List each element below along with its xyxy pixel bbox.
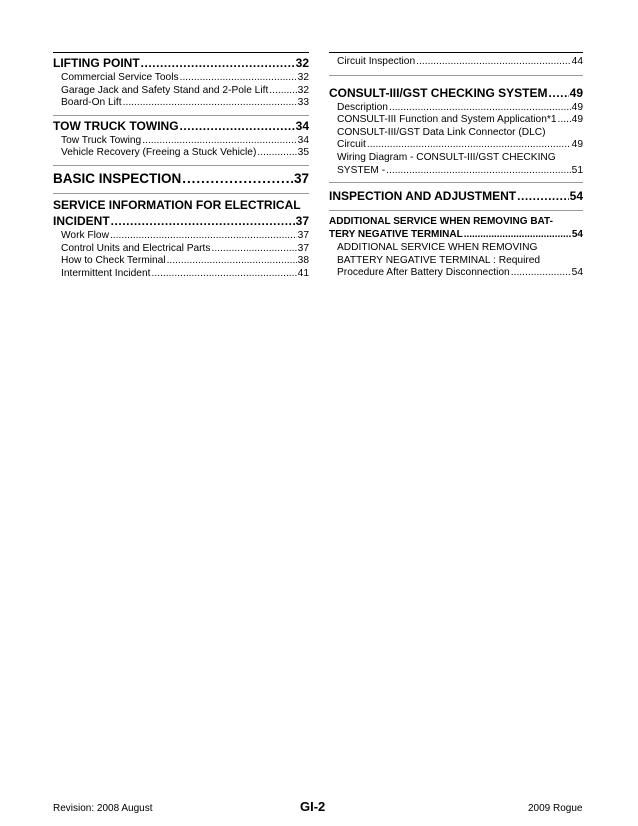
toc-right-column — [329, 52, 583, 280]
divider — [53, 193, 309, 194]
toc-wiring-line1[interactable]: Wiring Diagram - CONSULT-III/GST CHECKING — [337, 151, 556, 163]
toc-lifting-point[interactable]: LIFTING POINT . . . 32 — [53, 56, 309, 71]
toc-board-on-lift[interactable]: Board-On Lift . . . 33 — [53, 97, 309, 110]
divider — [53, 165, 309, 166]
toc-consult-checking-system[interactable]: CONSULT-III/GST CHECKING SYSTEM . . . 49 — [329, 86, 583, 101]
divider — [329, 75, 583, 76]
toc-garage-jack[interactable]: Garage Jack and Safety Stand and 2-Pole Lift . . . 32 — [53, 85, 309, 98]
divider — [53, 115, 309, 116]
toc-description[interactable]: Description . . . 49 — [329, 102, 583, 115]
toc-additional-sub-line1[interactable]: ADDITIONAL SERVICE WHEN REMOVING — [337, 242, 538, 254]
toc-basic-inspection[interactable]: BASIC INSPECTION . . . 37 — [53, 171, 309, 187]
toc-inspection-adjustment[interactable]: INSPECTION AND ADJUSTMENT . . . 54 — [329, 189, 583, 204]
footer-revision: Revision: 2008 August — [53, 803, 153, 814]
toc-vehicle-recovery[interactable]: Vehicle Recovery (Freeing a Stuck Vehicle) . . . 35 — [53, 147, 309, 160]
toc-circuit-inspection[interactable]: Circuit Inspection . . . 44 — [329, 56, 583, 69]
divider — [329, 210, 583, 211]
toc-tow-truck-towing[interactable]: TOW TRUCK TOWING . . . 34 — [53, 119, 309, 134]
toc-dlc[interactable]: Circuit . . . 49 — [329, 139, 583, 152]
toc-dlc-line1[interactable]: CONSULT-III/GST Data Link Connector (DLC) — [337, 126, 546, 138]
footer-model: 2009 Rogue — [528, 803, 583, 814]
toc-additional-service[interactable]: TERY NEGATIVE TERMINAL . . . 54 — [329, 229, 583, 241]
toc-left-column — [53, 52, 309, 280]
toc-intermittent-incident[interactable]: Intermittent Incident . . . 41 — [53, 268, 309, 281]
toc-additional-service-line1[interactable]: ADDITIONAL SERVICE WHEN REMOVING BAT- — [329, 216, 553, 228]
toc-tow-truck-towing-sub[interactable]: Tow Truck Towing . . . 34 — [53, 135, 309, 148]
toc-work-flow[interactable]: Work Flow . . . 37 — [53, 230, 309, 243]
toc-additional-sub[interactable]: Procedure After Battery Disconnection . . . 54 — [329, 267, 583, 280]
toc-wiring-diagram[interactable]: SYSTEM - . . . 51 — [329, 165, 583, 178]
divider — [329, 182, 583, 183]
toc-commercial-service-tools[interactable]: Commercial Service Tools . . . 32 — [53, 72, 309, 85]
toc-consult-function[interactable]: CONSULT-III Function and System Application*1 . . . 49 — [329, 114, 583, 127]
toc-additional-sub-line2[interactable]: BATTERY NEGATIVE TERMINAL : Required — [337, 254, 541, 266]
footer-page-id: GI-2 — [300, 799, 326, 814]
toc-check-terminal[interactable]: How to Check Terminal . . . 38 — [53, 255, 309, 268]
toc-service-information-line1[interactable]: SERVICE INFORMATION FOR ELECTRICAL — [53, 197, 301, 212]
toc-service-information[interactable]: INCIDENT . . . 37 — [53, 214, 309, 229]
toc-control-units[interactable]: Control Units and Electrical Parts . . . 37 — [53, 243, 309, 256]
